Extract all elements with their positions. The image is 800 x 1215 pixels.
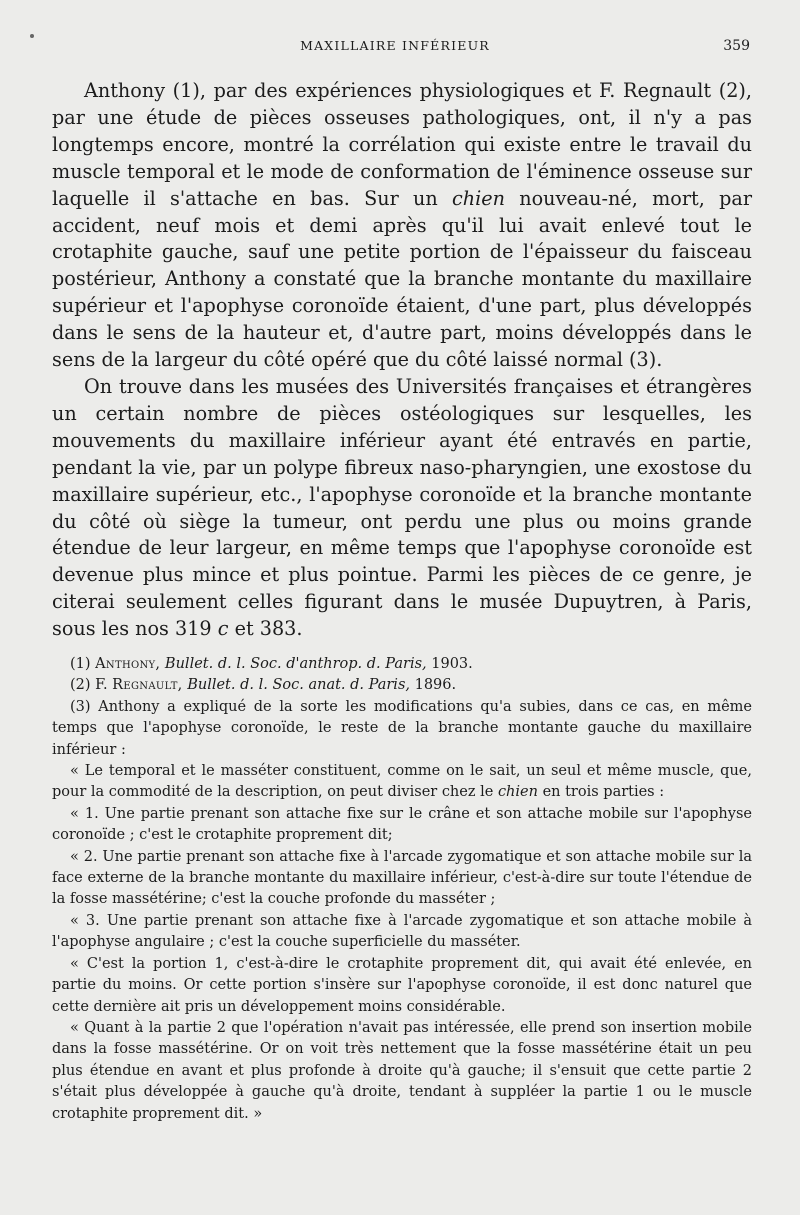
- quote-2: « 1. Une partie prenant son attache fixe sur le crâne et son attache mobile sur l'apophyse coronoïde ; c'est le crotaphite proprement dit;: [52, 805, 752, 844]
- paragraph-2-text-a: On trouve dans les musées des Universités françaises et étrangères un certain nombre de pièces ostéologiques sur lesquelles, les mouvements du maxillaire inférieur ayant été entravés en partie, pendant la vie, par un polype fibreux naso-pharyngien, une exostose du maxillaire supérieur, etc., l'apophyse coronoïde et la branche montante du côté où siège la tumeur, ont perdu une plus ou moins grande étendue de leur largeur, en même temps que l'apophyse coronoïde est devenue plus mince et plus pointue. Parmi les pièces de ce genre, je citerai seulement celles figurant dans le musée Dupuytren, à Paris, sous les: [52, 374, 752, 641]
- paragraph-2: [52, 374, 752, 643]
- footnote-1: [52, 654, 752, 675]
- quote-1-text-b: en trois parties :: [537, 784, 665, 801]
- footnotes: [52, 654, 752, 1125]
- main-text: [52, 78, 752, 643]
- footnote-1-author: Anthony,: [95, 656, 161, 672]
- footnote-2-year: 1896.: [410, 677, 457, 694]
- paragraph-1-text-a: Anthony (1), par des expériences physiologiques et F. Regnault (2), par une étude de pièces osseuses pathologiques, ont, il n'y a pas longtemps encore, montré la corrélation qui existe entre le travail du muscle temporal et le mode de conformation de l'éminence osseuse sur laquelle il s'attache en bas. Sur un: [52, 79, 752, 210]
- quote-1: [52, 761, 752, 804]
- running-header: [0, 38, 800, 58]
- footnote-2: [52, 675, 752, 696]
- paragraph-2-italic-c: c: [217, 617, 229, 641]
- paragraph-2-text-b: 319: [168, 617, 218, 641]
- quote-6: « Quant à la partie 2 que l'opération n'avait pas intéressée, elle prend son insertion mobile dans la fosse massétérine. Or on voit très nettement que la fosse massétérine était un peu plus étendue en avant et plus profonde à droite qu'à gauche; il s'ensuit que cette partie 2 s'était plus développée à gauche qu'à droite, tendant à suppléer la partie 1 ou le muscle crotaphite proprement dit. »: [52, 1019, 752, 1122]
- footnote-2-author: Regnault,: [112, 677, 183, 694]
- running-title: MAXILLAIRE INFÉRIEUR: [300, 38, 490, 53]
- footnote-1-year: 1903.: [426, 656, 473, 672]
- quote-5: « C'est la portion 1, c'est-à-dire le crotaphite proprement dit, qui avait été enlevée, en partie du moins. Or cette portion s'insère sur l'apophyse coronoïde, il est donc naturel que cette dernière ait pris un développement moins considérable.: [52, 955, 752, 1015]
- quote-1-italic: chien: [497, 784, 538, 801]
- footnote-2-number: (2) F.: [70, 677, 113, 694]
- quote-1-text-a: « Le temporal et le masséter constituent, comme on le sait, un seul et même muscle, que, pour la commodité de la description, on peut diviser chez le: [52, 763, 752, 801]
- paragraph-2-text-d: et 383.: [228, 617, 303, 641]
- footnote-1-number: (1): [70, 656, 96, 672]
- numero-abbrev: nos: [135, 617, 169, 641]
- quote-3: « 2. Une partie prenant son attache fixe à l'arcade zygomatique et son attache mobile sur la face externe de la branche montante du maxillaire inférieur, c'est-à-dire sur toute l'étendue de la fosse massétérine; c'est la couche profonde du masséter ;: [52, 848, 752, 908]
- paragraph-1-italic: chien: [452, 186, 505, 210]
- footnote-3: (3) Anthony a expliqué de la sorte les modifications qu'a subies, dans ce cas, en même temps que l'apophyse coronoïde, le reste de la branche montante gauche du maxillaire inférieur :: [52, 698, 752, 758]
- paragraph-1: [52, 78, 752, 374]
- paragraph-1-text-b: nouveau-né, mort, par accident, neuf mois et demi après qu'il lui avait enlevé tout le crotaphite gauche, sauf une petite portion de l'épaisseur du faisceau postérieur, Anthony a constaté que la branche montante du maxillaire supérieur et l'apophyse coronoïde étaient, d'une part, plus développés dans le sens de la hauteur et, d'autre part, moins développés dans le sens de la largeur du côté opéré que du côté laissé normal (3).: [52, 186, 752, 372]
- footnote-2-reference: Bullet. d. l. Soc. anat. d. Paris,: [182, 677, 410, 694]
- quote-4: « 3. Une partie prenant son attache fixe à l'arcade zygomatique et son attache mobile à l'apophyse angulaire ; c'est la couche superficielle du masséter.: [52, 912, 752, 951]
- footnote-1-reference: Bullet. d. l. Soc. d'anthrop. d. Paris,: [160, 656, 427, 672]
- page-number: 359: [723, 38, 750, 54]
